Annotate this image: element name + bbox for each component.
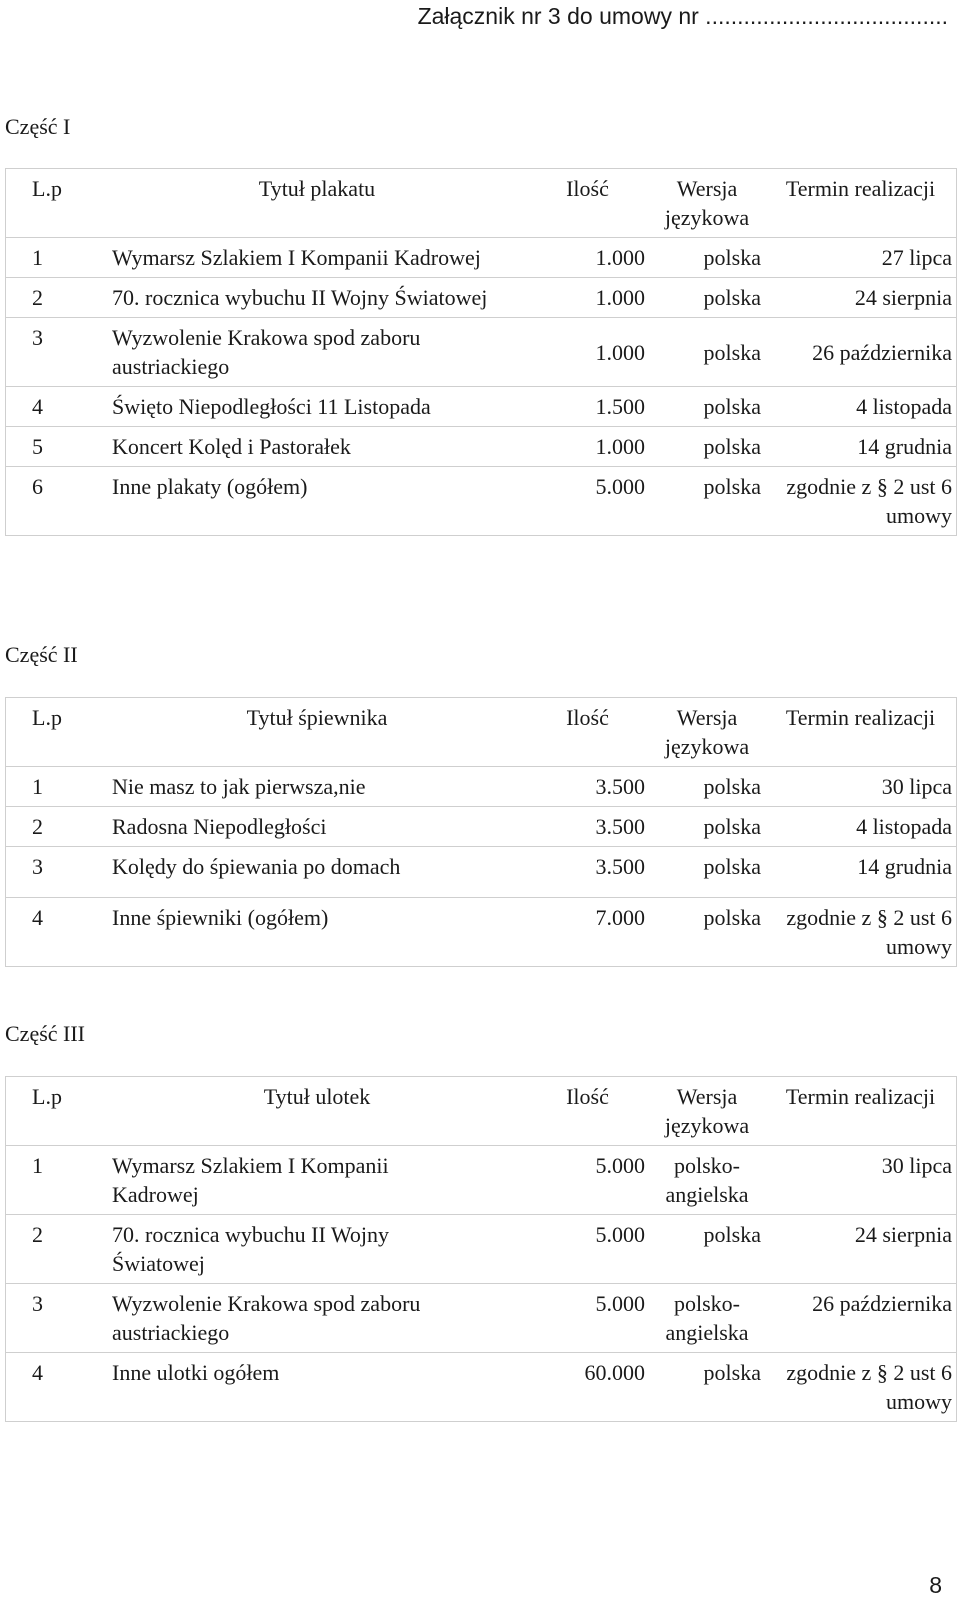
cell-lp: 1 <box>6 1146 109 1215</box>
header-title: Tytuł plakatu <box>108 169 526 238</box>
header-version: Wersja językowa <box>649 698 765 767</box>
header-title: Tytuł ulotek <box>108 1077 526 1146</box>
header-deadline: Termin realizacji <box>765 169 957 238</box>
header-quantity: Ilość <box>526 698 649 767</box>
cell-lp: 4 <box>6 1353 109 1422</box>
cell-title: Radosna Niepodległości <box>108 807 526 847</box>
cell-lp: 2 <box>6 807 109 847</box>
cell-deadline: 14 grudnia <box>765 427 957 467</box>
cell-lp: 3 <box>6 847 109 898</box>
cell-lp: 2 <box>6 278 109 318</box>
section-title-2: Część II <box>5 642 78 667</box>
cell-deadline: 26 października <box>765 1284 957 1353</box>
cell-quantity: 1.500 <box>526 387 649 427</box>
cell-lp: 3 <box>6 318 109 387</box>
header-title: Tytuł śpiewnika <box>108 698 526 767</box>
table-header-row <box>6 1077 957 1146</box>
header-quantity: Ilość <box>526 169 649 238</box>
table-header-row <box>6 169 957 238</box>
header-version: Wersja językowa <box>649 1077 765 1146</box>
cell-version: polsko-angielska <box>649 1284 765 1353</box>
table-row <box>6 767 957 807</box>
cell-title: Inne plakaty (ogółem) <box>108 467 526 536</box>
header-deadline: Termin realizacji <box>765 698 957 767</box>
cell-quantity: 5.000 <box>526 1284 649 1353</box>
cell-version: polska <box>649 467 765 536</box>
cell-lp: 1 <box>6 238 109 278</box>
cell-title: Wymarsz Szlakiem I Kompanii Kadrowej <box>108 1146 526 1215</box>
table-row <box>6 238 957 278</box>
cell-deadline: zgodnie z § 2 ust 6 umowy <box>765 898 957 967</box>
header-lp: L.p <box>6 169 109 238</box>
cell-lp: 5 <box>6 427 109 467</box>
table-row <box>6 278 957 318</box>
cell-version: polska <box>649 847 765 898</box>
cell-quantity: 1.000 <box>526 318 649 387</box>
cell-quantity: 1.000 <box>526 278 649 318</box>
table-spiewniki <box>5 697 957 967</box>
cell-version: polska <box>649 1215 765 1284</box>
header-lp: L.p <box>6 698 109 767</box>
cell-lp: 2 <box>6 1215 109 1284</box>
header-lp: L.p <box>6 1077 109 1146</box>
cell-lp: 4 <box>6 898 109 967</box>
cell-version: polska <box>649 278 765 318</box>
section-title-3: Część III <box>5 1021 86 1046</box>
cell-title: Wymarsz Szlakiem I Kompanii Kadrowej <box>108 238 526 278</box>
cell-quantity: 1.000 <box>526 427 649 467</box>
cell-title: Kolędy do śpiewania po domach <box>108 847 526 898</box>
cell-quantity: 5.000 <box>526 1146 649 1215</box>
cell-deadline: 24 sierpnia <box>765 1215 957 1284</box>
cell-title: Nie masz to jak pierwsza,nie <box>108 767 526 807</box>
cell-deadline: zgodnie z § 2 ust 6 umowy <box>765 467 957 536</box>
cell-lp: 6 <box>6 467 109 536</box>
cell-deadline: zgodnie z § 2 ust 6 umowy <box>765 1353 957 1422</box>
page-number: 8 <box>929 1572 942 1598</box>
cell-deadline: 24 sierpnia <box>765 278 957 318</box>
table-row <box>6 1353 957 1422</box>
cell-title: Inne śpiewniki (ogółem) <box>108 898 526 967</box>
cell-version: polska <box>649 387 765 427</box>
cell-version: polska <box>649 318 765 387</box>
table-row <box>6 1215 957 1284</box>
cell-deadline: 30 lipca <box>765 1146 957 1215</box>
cell-lp: 3 <box>6 1284 109 1353</box>
table-row <box>6 387 957 427</box>
header-quantity: Ilość <box>526 1077 649 1146</box>
cell-title: Wyzwolenie Krakowa spod zaboru austriackiego <box>108 318 526 387</box>
table-row <box>6 427 957 467</box>
cell-version: polska <box>649 238 765 278</box>
cell-title: Koncert Kolęd i Pastorałek <box>108 427 526 467</box>
cell-title: Święto Niepodległości 11 Listopada <box>108 387 526 427</box>
cell-title: Wyzwolenie Krakowa spod zaboru austriackiego <box>108 1284 526 1353</box>
table-row <box>6 898 957 967</box>
cell-deadline: 30 lipca <box>765 767 957 807</box>
cell-deadline: 26 października <box>765 318 957 387</box>
cell-quantity: 1.000 <box>526 238 649 278</box>
cell-version: polska <box>649 1353 765 1422</box>
header-deadline: Termin realizacji <box>765 1077 957 1146</box>
cell-quantity: 5.000 <box>526 1215 649 1284</box>
cell-version: polska <box>649 898 765 967</box>
table-row <box>6 847 957 898</box>
table-ulotki <box>5 1076 957 1422</box>
document-header: Załącznik nr 3 do umowy nr ...................................... <box>417 3 948 29</box>
table-row <box>6 1284 957 1353</box>
cell-quantity: 3.500 <box>526 847 649 898</box>
section-title-1: Część I <box>5 114 71 139</box>
table-row <box>6 467 957 536</box>
cell-quantity: 60.000 <box>526 1353 649 1422</box>
table-header-row <box>6 698 957 767</box>
cell-quantity: 7.000 <box>526 898 649 967</box>
cell-version: polska <box>649 427 765 467</box>
cell-lp: 1 <box>6 767 109 807</box>
cell-title: 70. rocznica wybuchu II Wojny Światowej <box>108 278 526 318</box>
header-version: Wersja językowa <box>649 169 765 238</box>
cell-quantity: 3.500 <box>526 767 649 807</box>
table-row <box>6 318 957 387</box>
cell-deadline: 27 lipca <box>765 238 957 278</box>
cell-deadline: 4 listopada <box>765 807 957 847</box>
cell-lp: 4 <box>6 387 109 427</box>
cell-deadline: 14 grudnia <box>765 847 957 898</box>
table-plakaty <box>5 168 957 536</box>
cell-version: polska <box>649 767 765 807</box>
table-row <box>6 807 957 847</box>
cell-quantity: 5.000 <box>526 467 649 536</box>
table-row <box>6 1146 957 1215</box>
cell-deadline: 4 listopada <box>765 387 957 427</box>
cell-quantity: 3.500 <box>526 807 649 847</box>
cell-version: polsko-angielska <box>649 1146 765 1215</box>
cell-version: polska <box>649 807 765 847</box>
cell-title: 70. rocznica wybuchu II Wojny Światowej <box>108 1215 526 1284</box>
cell-title: Inne ulotki ogółem <box>108 1353 526 1422</box>
